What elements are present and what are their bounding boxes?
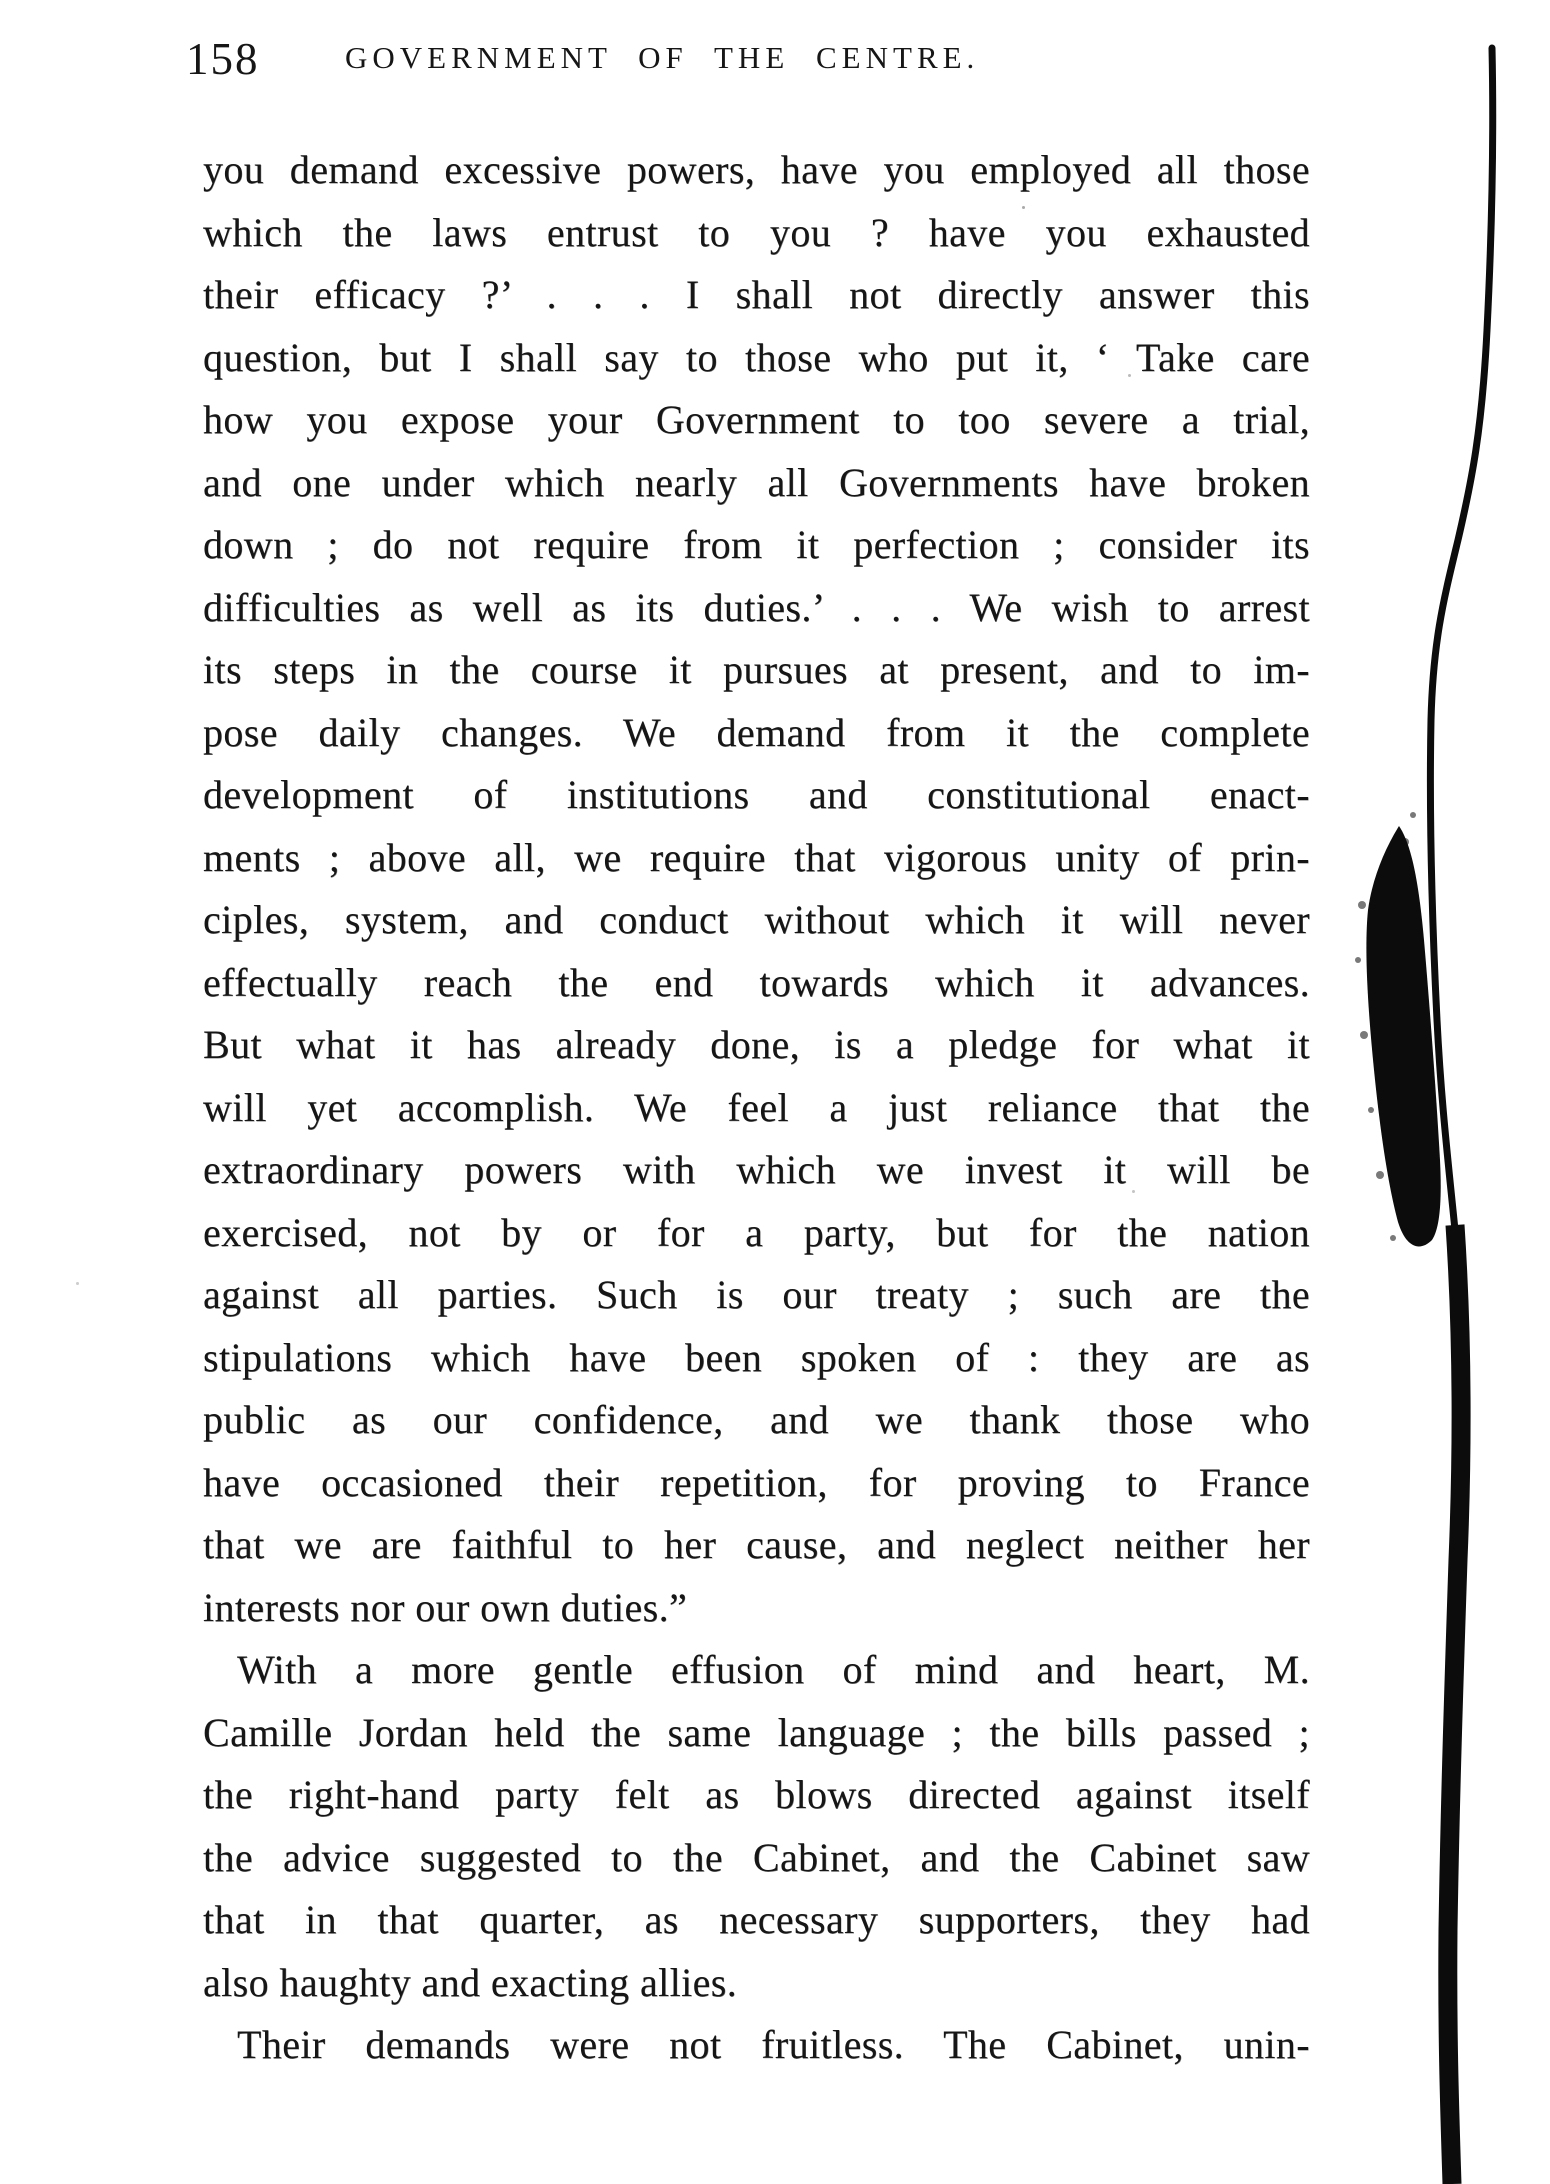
scan-speck xyxy=(1132,1190,1135,1193)
scan-speck xyxy=(1170,990,1173,993)
text-line: the advice suggested to the Cabinet, and the Cabinet saw xyxy=(203,1834,1310,1880)
scan-speck xyxy=(1022,206,1025,209)
text-line: pose daily changes. We demand from it the complete xyxy=(203,709,1310,755)
text-line: their efficacy ?’ . . . I shall not directly answer this xyxy=(203,272,1310,317)
text-line: down ; do not require from it perfection ; consider its xyxy=(203,522,1310,567)
text-line: interests nor our own duties.” xyxy=(203,1584,688,1630)
scan-speck xyxy=(1128,374,1131,377)
scan-speck xyxy=(76,1282,79,1285)
text-line: Camille Jordan held the same language ; the bills passed ; xyxy=(203,1709,1310,1755)
text-line: development of institutions and constitutional enact- xyxy=(203,772,1310,817)
text-line: ments ; above all, we require that vigorous unity of prin- xyxy=(203,834,1310,880)
text-line: question, but I shall say to those who put it, ‘ Take care xyxy=(203,334,1310,380)
text-line: exercised, not by or for a party, but for the nation xyxy=(203,1209,1310,1255)
body-text-column xyxy=(203,139,1310,2077)
text-line: But what it has already done, is a pledge for what it xyxy=(203,1022,1310,1067)
text-line: public as our confidence, and we thank those who xyxy=(203,1397,1310,1442)
text-line: and one under which nearly all Governments have broken xyxy=(203,459,1310,505)
text-line: stipulations which have been spoken of : they are as xyxy=(203,1334,1310,1380)
text-line: effectually reach the end towards which it advances. xyxy=(203,959,1310,1005)
text-line: difficulties as well as its duties.’ . . . We wish to arrest xyxy=(203,584,1310,630)
text-line: which the laws entrust to you ? have you exhausted xyxy=(203,209,1310,255)
text-line: how you expose your Government to too severe a trial, xyxy=(203,397,1310,442)
text-line: will yet accomplish. We feel a just reliance that the xyxy=(203,1084,1310,1130)
text-line: against all parties. Such is our treaty ; such are the xyxy=(203,1272,1310,1317)
text-line: its steps in the course it pursues at present, and to im- xyxy=(203,647,1310,692)
text-line: Their demands were not fruitless. The Cabinet, unin- xyxy=(237,2022,1310,2067)
running-header: GOVERNMENT OF THE CENTRE. xyxy=(345,40,980,75)
text-line: the right-hand party felt as blows directed against itself xyxy=(203,1772,1310,1817)
text-line: have occasioned their repetition, for proving to France xyxy=(203,1459,1310,1505)
text-line: With a more gentle effusion of mind and heart, M. xyxy=(237,1647,1310,1692)
text-line: also haughty and exacting allies. xyxy=(203,1959,738,2005)
page-number: 158 xyxy=(186,34,260,84)
text-line: ciples, system, and conduct without which it will never xyxy=(203,897,1310,942)
text-line: that in that quarter, as necessary supporters, they had xyxy=(203,1897,1310,1942)
text-line: you demand excessive powers, have you employed all those xyxy=(203,147,1310,192)
text-line: extraordinary powers with which we invest it will be xyxy=(203,1147,1310,1192)
text-line: that we are faithful to her cause, and neglect neither her xyxy=(203,1522,1310,1567)
